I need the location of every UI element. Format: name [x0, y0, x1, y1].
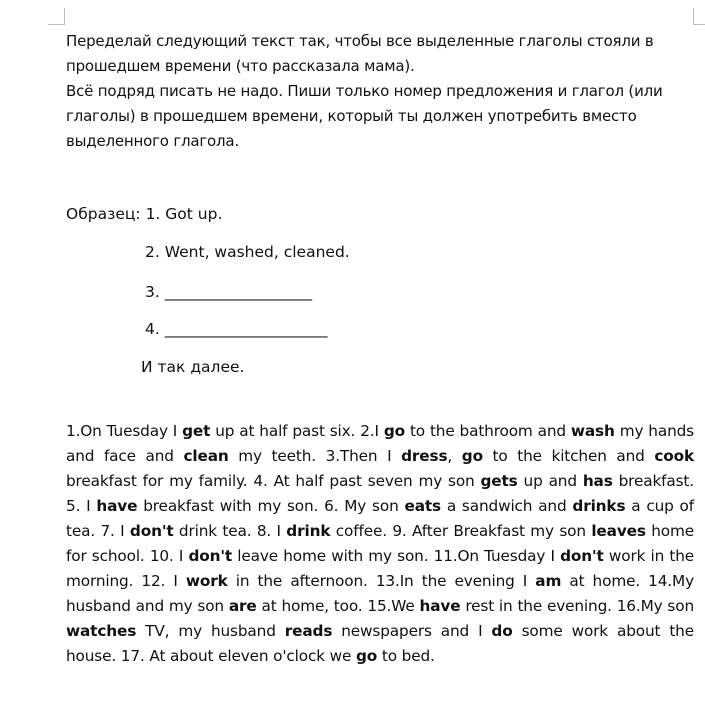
story-segment: to bed. [377, 647, 435, 665]
instructions [66, 29, 666, 154]
story-segment: , [447, 447, 462, 465]
story-segment: breakfast for my family. 4. At half past seven my son [66, 472, 481, 490]
highlighted-verb: cook [654, 447, 694, 465]
story-segment: breakfast with my son. 6. My son [137, 497, 405, 515]
sample-etc: И так далее. [141, 358, 245, 376]
story-segment: work in the morning. 12. I [66, 547, 695, 590]
story-segment: my hands and face and [66, 422, 694, 465]
highlighted-verb: go [461, 447, 483, 465]
story-segment: to the bathroom and [405, 422, 571, 440]
story-segment: drink tea. 8. I [173, 522, 287, 540]
story-segment: breakfast. 5. I [66, 472, 694, 515]
highlighted-verb: eats [404, 497, 441, 515]
highlighted-verb: drink [286, 522, 331, 540]
story-text [66, 419, 694, 669]
highlighted-verb: clean [183, 447, 229, 465]
story-segment: leave home with my son. 11.On Tuesday I [232, 547, 561, 565]
sample-label: Образец: 1. Got up. [66, 205, 223, 223]
highlighted-verb: get [182, 422, 211, 440]
story-segment: newspapers and I [332, 622, 492, 640]
highlighted-verb: has [582, 472, 613, 490]
highlighted-verb: don't [560, 547, 604, 565]
story-segment: rest in the evening. 16.My son [460, 597, 694, 615]
story-segment: at home. 14.My husband and my son [66, 572, 694, 615]
highlighted-verb: work [185, 572, 228, 590]
highlighted-verb: wash [570, 422, 615, 440]
highlighted-verb: watches [66, 622, 137, 640]
instruction-paragraph-1: Переделай следующий текст так, чтобы все выделенные глаголы стояли в прошедшем времени (что рассказала мама). [66, 32, 654, 75]
highlighted-verb: am [535, 572, 562, 590]
page-corner-mark-left [48, 8, 65, 25]
highlighted-verb: are [228, 597, 257, 615]
highlighted-verb: do [491, 622, 513, 640]
highlighted-verb: go [356, 647, 378, 665]
story-segment: in the afternoon. 13.In the evening I [227, 572, 536, 590]
story-segment: up and [517, 472, 583, 490]
story-segment: 1.On Tuesday I [66, 422, 183, 440]
sample-item-3: 3. ___________________ [145, 283, 312, 301]
sample-item-4: 4. _____________________ [145, 320, 328, 338]
highlighted-verb: reads [284, 622, 333, 640]
highlighted-verb: dress [401, 447, 448, 465]
highlighted-verb: don't [188, 547, 233, 565]
highlighted-verb: have [96, 497, 138, 515]
highlighted-verb: gets [480, 472, 518, 490]
story-segment: up at half past six. 2.I [210, 422, 384, 440]
highlighted-verb: drinks [572, 497, 626, 515]
sample-item-2: 2. Went, washed, cleaned. [145, 243, 350, 261]
story-segment: home for school. 10. I [66, 522, 694, 565]
instruction-paragraph-2: Всё подряд писать не надо. Пиши только номер предложения и глагол (или глаголы) в прошедшем времени, который ты должен употребить вместо выделенного глагола. [66, 82, 663, 150]
page-corner-mark-right [693, 8, 705, 25]
story-segment: TV, my husband [136, 622, 285, 640]
story-segment: to the kitchen and [482, 447, 655, 465]
story-segment: a sandwich and [441, 497, 573, 515]
highlighted-verb: have [419, 597, 461, 615]
story-segment: some work about the house. 17. At about eleven o'clock we [66, 622, 694, 665]
story-segment: a cup of tea. 7. I [66, 497, 695, 540]
highlighted-verb: don't [129, 522, 174, 540]
story-segment: coffee. 9. After Breakfast my son [330, 522, 592, 540]
highlighted-verb: leaves [591, 522, 646, 540]
story-segment: at home, too. 15.We [256, 597, 420, 615]
story-segment: my teeth. 3.Then I [228, 447, 402, 465]
highlighted-verb: go [383, 422, 405, 440]
